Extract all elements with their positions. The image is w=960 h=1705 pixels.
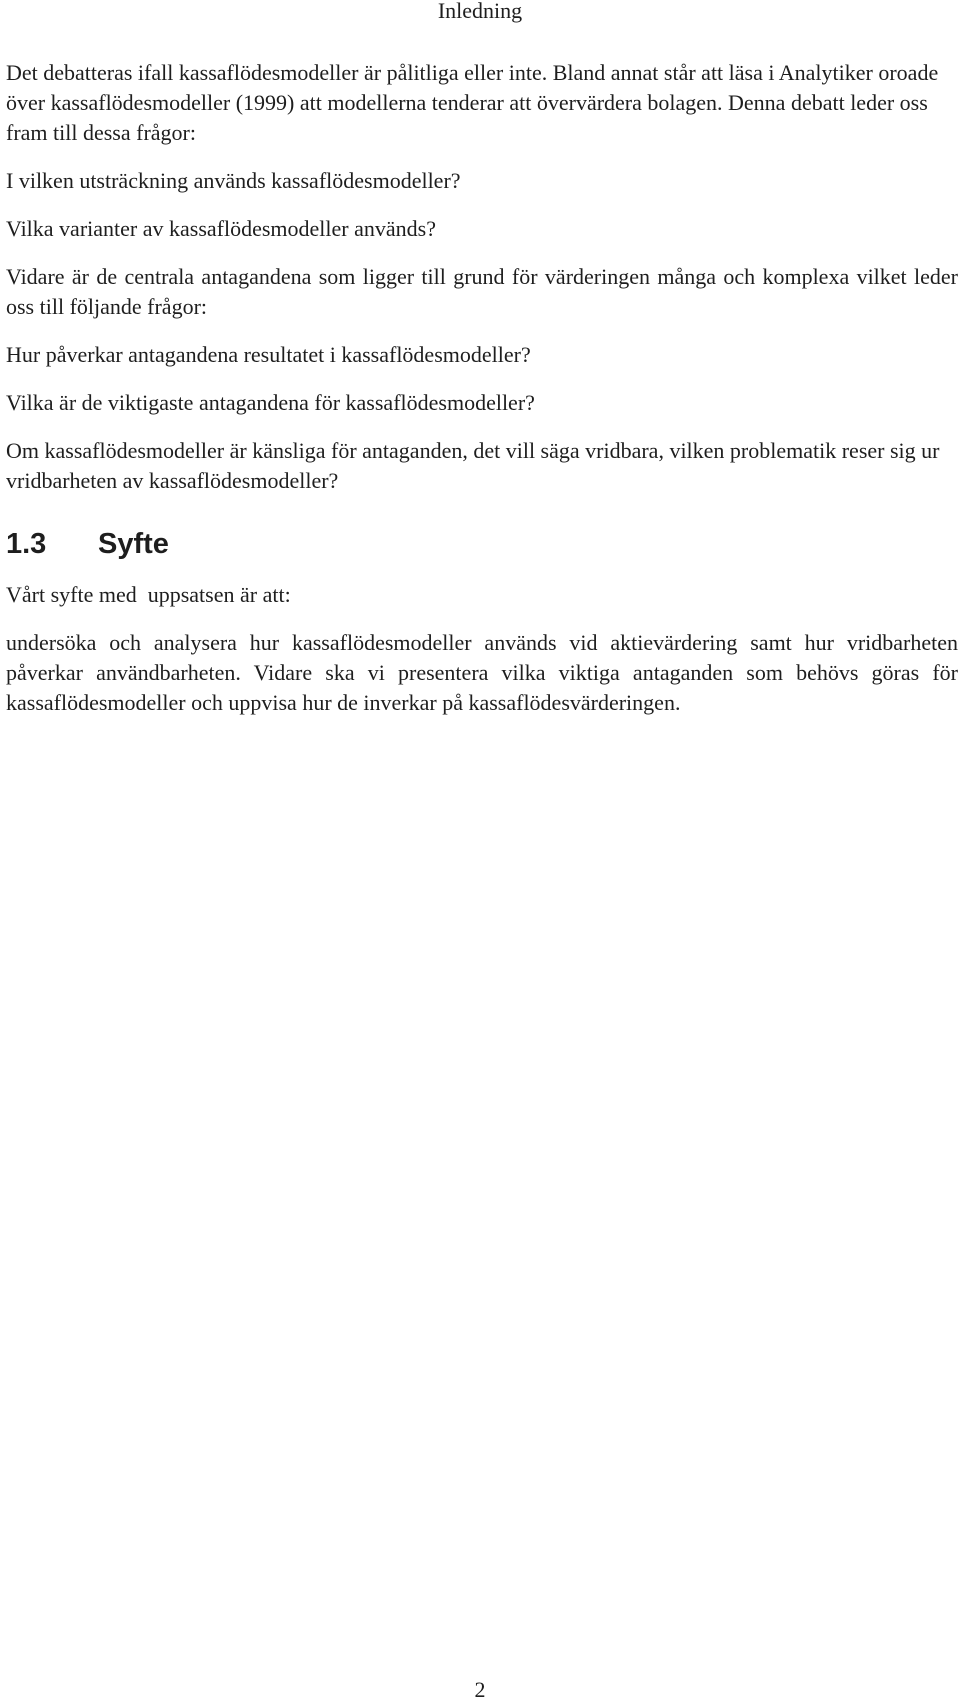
intro-paragraph: Vidare är de centrala antagandena som ligger till grund för värderingen många och komplexa vilket leder oss till följande frågor: [6,264,958,319]
research-question: I vilken utsträckning används kassaflödesmodeller? [6,168,461,193]
purpose-lead: Vårt syfte med uppsatsen är att: [6,582,291,607]
research-question: Vilka varianter av kassaflödesmodeller används? [6,216,436,241]
purpose-paragraph: undersöka och analysera hur kassaflödesmodeller används vid aktievärdering samt hur vridbarheten påverkar användbarheten. Vidare ska vi presentera vilka viktiga antaganden som behövs göras för kassaflödesmodeller och uppvisa hur de inverkar på kassaflödesvärderingen. [6,630,958,715]
intro-paragraph: Det debatteras ifall kassaflödesmodeller är pålitliga eller inte. Bland annat står att läsa i Analytiker oroade över kassaflödesmodeller (1999) att modellerna tenderar att övervärdera bolagen. Denna debatt leder oss fram till dessa frågor: [6,60,939,145]
section-number: 1.3 [6,528,47,560]
page-number: 2 [474,1677,486,1702]
page-body [6,58,958,736]
research-question: Vilka är de viktigaste antagandena för kassaflödesmodeller? [6,390,535,415]
research-question: Hur påverkar antagandena resultatet i kassaflödesmodeller? [6,342,531,367]
running-header: Inledning [437,0,523,23]
research-question: Om kassaflödesmodeller är känsliga för antaganden, det vill säga vridbara, vilken problematik reser sig ur vridbarheten av kassaflödesmodeller? [6,438,940,493]
section-title: Syfte [98,528,169,560]
section-heading [6,526,958,562]
